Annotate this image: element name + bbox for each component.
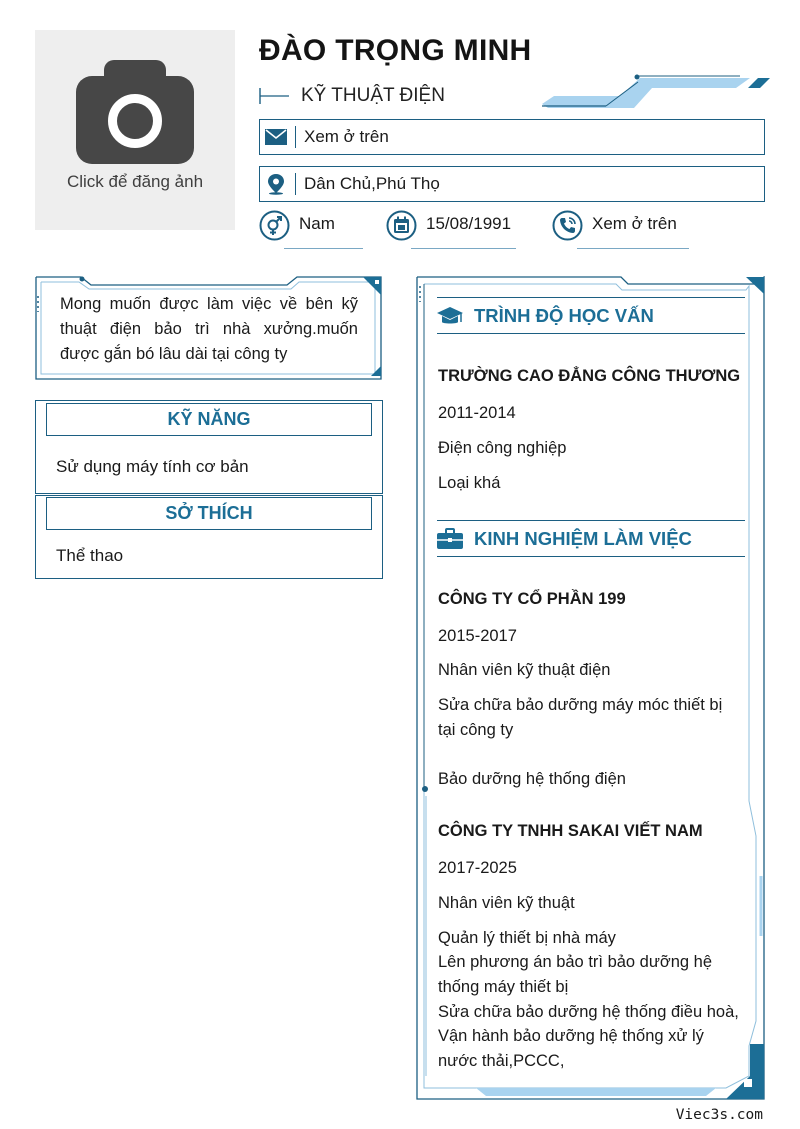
separator <box>295 126 296 148</box>
hobbies-section <box>35 495 383 579</box>
gender-value: Nam <box>299 214 335 233</box>
candidate-name: ĐÀO TRỌNG MINH <box>259 34 532 67</box>
job-description-line: Sửa chữa bảo dưỡng hệ thống điều hoà, <box>438 1003 739 1021</box>
email-value: Xem ở trên <box>304 127 389 146</box>
hobby-item: Thể thao <box>56 546 124 565</box>
company-name: CÔNG TY CỔ PHẦN 199 <box>438 590 626 608</box>
job-description-line: Sửa chữa bảo dưỡng máy móc thiết bị <box>438 696 723 714</box>
job-position: Nhân viên kỹ thuật điện <box>438 661 611 679</box>
skill-item: Sử dụng máy tính cơ bản <box>56 457 249 476</box>
education-header <box>437 297 745 334</box>
calendar-icon <box>386 210 417 241</box>
skills-title: KỸ NĂNG <box>46 403 372 436</box>
address-field[interactable] <box>259 166 765 202</box>
avatar-upload[interactable] <box>35 30 235 230</box>
birthday-value: 15/08/1991 <box>426 214 512 233</box>
underline <box>577 248 689 249</box>
title-line-decoration <box>259 86 289 106</box>
job-description-line: Lên phương án bảo trì bảo dưỡng hệ <box>438 953 713 971</box>
separator <box>295 173 296 195</box>
job-description-line: nước thải,PCCC, <box>438 1052 565 1070</box>
job-description-line: tại công ty <box>438 721 514 739</box>
job-period: 2017-2025 <box>438 859 517 877</box>
objective-text: Mong muốn được làm việc về bên kỹ thuật điện bảo trì nhà xưởng.muốn được gắn bó lâu dài tại công ty <box>60 295 358 363</box>
hobbies-title: SỞ THÍCH <box>46 497 372 530</box>
education-title: TRÌNH ĐỘ HỌC VẤN <box>474 305 654 326</box>
footer-brand[interactable]: Viec3s.com <box>675 1107 763 1123</box>
phone-field[interactable] <box>552 210 692 250</box>
skills-section <box>35 400 383 494</box>
experience-header <box>437 520 745 557</box>
job-description-line: thống máy thiết bị <box>438 978 569 996</box>
briefcase-icon <box>437 527 463 551</box>
graduation-cap-icon <box>437 304 463 328</box>
camera-lens <box>108 94 162 148</box>
phone-value: Xem ở trên <box>592 214 677 233</box>
school-name: TRƯỜNG CAO ĐẲNG CÔNG THƯƠNG <box>438 367 741 385</box>
job-description-line: Quản lý thiết bị nhà máy <box>438 929 616 947</box>
experience-title: KINH NGHIỆM LÀM VIỆC <box>474 528 692 549</box>
education-grade: Loại khá <box>438 474 501 492</box>
email-field[interactable] <box>259 119 765 155</box>
gender-field[interactable] <box>259 210 369 250</box>
gender-icon <box>259 210 290 241</box>
job-position: Nhân viên kỹ thuật <box>438 894 575 912</box>
underline <box>284 248 363 249</box>
underline <box>411 248 516 249</box>
location-pin-icon <box>264 172 288 196</box>
envelope-icon <box>264 125 288 149</box>
job-description-line: Vận hành bảo dưỡng hệ thống xử lý <box>438 1027 704 1045</box>
education-major: Điện công nghiệp <box>438 439 567 457</box>
job-period: 2015-2017 <box>438 627 517 645</box>
phone-icon <box>552 210 583 241</box>
job-title: KỸ THUẬT ĐIỆN <box>301 85 445 106</box>
photo-upload-label: Click để đăng ảnh <box>66 172 204 191</box>
education-period: 2011-2014 <box>438 404 516 422</box>
job-description-line: Bảo dưỡng hệ thống điện <box>438 770 626 788</box>
career-objective[interactable] <box>35 276 383 380</box>
address-value: Dân Chủ,Phú Thọ <box>304 174 440 193</box>
circuit-decoration <box>540 74 772 114</box>
birthday-field[interactable] <box>386 210 521 250</box>
company-name: CÔNG TY TNHH SAKAI VIẾT NAM <box>438 822 703 840</box>
